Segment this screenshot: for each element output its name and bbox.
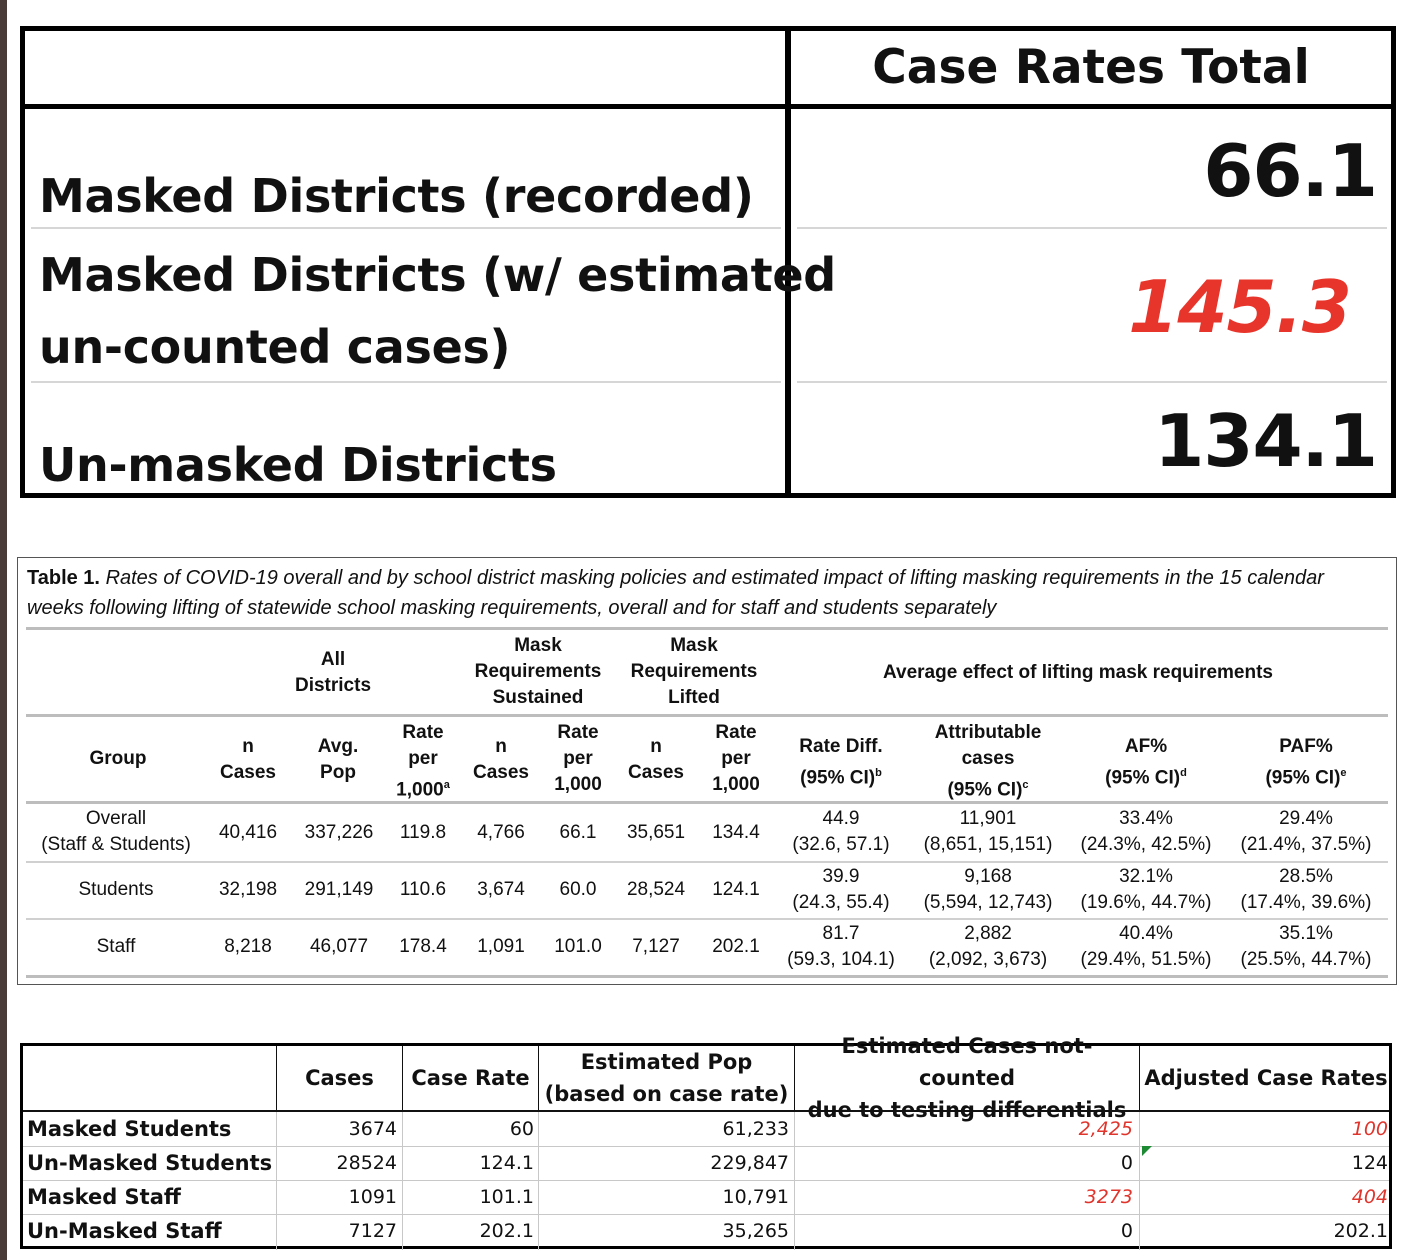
header-line: Avg.: [317, 736, 359, 757]
cell-line: 32.1%: [1119, 866, 1173, 887]
summary-row-divider: [797, 381, 1387, 383]
footnote-mark: a: [443, 779, 450, 791]
table-rule: [26, 627, 1388, 630]
footnote-mark: b: [875, 767, 882, 779]
table-cell: 7,127: [632, 936, 680, 957]
cell-line: 2,882: [964, 923, 1012, 944]
sheet-cell: 3674: [348, 1118, 397, 1140]
header-line: Lifted: [668, 687, 720, 708]
header-line: Attributable: [934, 722, 1042, 743]
table-cell: 101.0: [554, 936, 602, 957]
column-header-avg-pop: [298, 734, 378, 786]
cell-line: (2,092, 3,673): [928, 949, 1048, 970]
summary-label-unmasked: Un-masked Districts: [39, 438, 557, 492]
table-rule: [26, 801, 1388, 804]
table-cell: 35,651: [626, 822, 686, 843]
summary-value-masked-recorded: 66.1: [1203, 129, 1377, 213]
sheet-cell-estimated: 404: [1351, 1186, 1388, 1208]
cell-line: 81.7: [822, 923, 860, 944]
table-cell: [1231, 806, 1381, 858]
sheet-row-label: Masked Students: [27, 1117, 232, 1141]
group-header-lifted: [614, 633, 774, 711]
cell-line: (24.3%, 42.5%): [1080, 834, 1212, 855]
header-line: Rate Diff.: [799, 736, 883, 757]
sheet-cell: 10,791: [722, 1186, 789, 1208]
footnote-mark: c: [1022, 779, 1029, 791]
sheet-cell: 60: [509, 1118, 534, 1140]
footnote-mark: d: [1180, 767, 1187, 779]
comment-indicator-icon: [1142, 1146, 1152, 1156]
table-cell: 202.1: [712, 936, 760, 957]
table-cell: 110.6: [399, 879, 447, 900]
table-cell: 3,674: [477, 879, 525, 900]
header-line: [1236, 760, 1376, 791]
table-cell: [1231, 864, 1381, 916]
header-line: All: [320, 649, 346, 670]
summary-header: Case Rates Total: [872, 40, 1310, 95]
header-text: (95% CI): [800, 767, 876, 789]
summary-label-masked-estimated: un-counted cases): [39, 320, 511, 374]
sheet-cell: 0: [1120, 1152, 1133, 1174]
sheet-cell-estimated: 3273: [1084, 1186, 1133, 1208]
sheet-cell: 35,265: [722, 1220, 789, 1242]
column-header-rate-sustained: [538, 720, 618, 798]
sheet-cell-estimated: 2,425: [1078, 1118, 1133, 1140]
cell-line: (24.3, 55.4): [792, 892, 890, 913]
header-line: due to testing differentials: [807, 1098, 1127, 1122]
cell-line: Overall: [85, 808, 147, 829]
column-header-n-cases-sustained: [461, 734, 541, 786]
table-cell: 60.0: [559, 879, 597, 900]
sheet-header-case-rate: Case Rate: [411, 1066, 530, 1090]
table-cell: 8,218: [224, 936, 272, 957]
table-rule: [26, 861, 1388, 863]
cell-line: 11,901: [959, 808, 1017, 829]
sheet-row-label: Un-Masked Students: [27, 1151, 273, 1175]
header-line: PAF%: [1279, 736, 1333, 757]
group-header-all-districts: [273, 647, 393, 699]
adjusted-case-rates-sheet: [20, 1034, 1392, 1249]
header-line: [908, 772, 1068, 803]
sheet-cell: 7127: [348, 1220, 397, 1242]
sheet-cell: 124.1: [479, 1152, 534, 1174]
cell-line: (Staff & Students): [41, 834, 191, 855]
column-header-rate-diff: [778, 734, 904, 791]
sheet-cell: 1091: [348, 1186, 397, 1208]
table-caption-text: Rates of COVID-19 overall and by school district masking policies and estimated impact of lifting masking requirements in the 15 calendar weeks following lifting of statewide school masking requirements, overall and for staff and students separately: [27, 567, 1324, 619]
header-line: n: [650, 736, 662, 757]
column-header-n-cases-all: [208, 734, 288, 786]
table-cell: [908, 806, 1068, 858]
cell-line: 35.1%: [1279, 923, 1333, 944]
sheet-header-uncounted: [795, 1034, 1139, 1122]
header-line: [380, 772, 466, 803]
table-cell: [778, 864, 904, 916]
sheet-header-adjusted: Adjusted Case Rates: [1144, 1066, 1388, 1090]
column-header-rate-lifted: [696, 720, 776, 798]
header-line: n: [495, 736, 507, 757]
header-line: Rate: [402, 722, 444, 743]
cell-line: (21.4%, 37.5%): [1240, 834, 1372, 855]
header-line: per: [408, 748, 438, 769]
header-line: [1076, 760, 1216, 791]
header-line: Cases: [473, 762, 529, 783]
cell-line: (8,651, 15,151): [923, 834, 1053, 855]
table-cell: 291,149: [304, 879, 374, 900]
column-header-n-cases-lifted: [616, 734, 696, 786]
sheet-cell: 28524: [336, 1152, 397, 1174]
row-group-overall: [26, 806, 206, 858]
cell-line: 39.9: [822, 866, 860, 887]
sheet-cell: 202.1: [479, 1220, 534, 1242]
header-line: (based on case rate): [544, 1082, 789, 1106]
column-header-paf: [1236, 734, 1376, 791]
header-text: (95% CI): [947, 779, 1023, 801]
column-header-group: Group: [89, 748, 147, 769]
header-line: Rate: [715, 722, 757, 743]
table-caption: [27, 563, 1377, 623]
row-group-students: Students: [78, 879, 154, 900]
summary-value-masked-estimated: 145.3: [1128, 265, 1351, 349]
cell-line: 9,168: [964, 866, 1012, 887]
sheet-cell: 101.1: [479, 1186, 534, 1208]
header-text: (95% CI): [1265, 767, 1341, 789]
sheet-header-cases: Cases: [305, 1066, 374, 1090]
footnote-mark: e: [1340, 767, 1347, 779]
sheet-cell: 0: [1120, 1220, 1133, 1242]
column-header-rate-all: [380, 720, 466, 803]
table-cell: 40,416: [218, 822, 278, 843]
header-line: Mask: [670, 635, 718, 656]
cell-line: (5,594, 12,743): [923, 892, 1053, 913]
summary-value-unmasked: 134.1: [1154, 399, 1377, 483]
table-cell: [908, 921, 1068, 973]
sheet-cell: 229,847: [710, 1152, 789, 1174]
cell-line: (25.5%, 44.7%): [1240, 949, 1372, 970]
header-text: 1,000: [396, 779, 444, 801]
table-cell: 4,766: [477, 822, 525, 843]
header-line: Estimated Pop: [580, 1050, 753, 1074]
header-line: per: [721, 748, 751, 769]
sheet-row-label: Un-Masked Staff: [27, 1219, 222, 1243]
table-cell: 337,226: [304, 822, 374, 843]
header-line: AF%: [1124, 736, 1168, 757]
header-line: n: [242, 736, 254, 757]
header-line: Districts: [294, 675, 372, 696]
header-line: 1,000: [554, 774, 602, 795]
header-line: Requirements: [630, 661, 758, 682]
sheet-cell: 124: [1351, 1152, 1388, 1174]
header-line: cases: [961, 748, 1015, 769]
cell-line: 40.4%: [1119, 923, 1173, 944]
header-text: (95% CI): [1105, 767, 1181, 789]
table-rule: [26, 918, 1388, 920]
table-cell: 28,524: [626, 879, 686, 900]
table-cell: 124.1: [712, 879, 760, 900]
header-line: Sustained: [492, 687, 584, 708]
header-line: Mask: [514, 635, 562, 656]
row-group-staff: Staff: [96, 936, 136, 957]
case-rates-summary-table: [20, 26, 1396, 498]
header-line: Requirements: [474, 661, 602, 682]
table-cell: [778, 921, 904, 973]
table-cell: [1231, 921, 1381, 973]
table-cell: 1,091: [477, 936, 525, 957]
header-line: 1,000: [712, 774, 760, 795]
cell-line: 44.9: [822, 808, 860, 829]
cell-line: (17.4%, 39.6%): [1240, 892, 1372, 913]
summary-label-masked-estimated: Masked Districts (w/ estimated: [39, 248, 836, 302]
column-header-af: [1076, 734, 1216, 791]
sheet-header-estimated-pop: [539, 1046, 794, 1110]
header-line: per: [563, 748, 593, 769]
table-1: [17, 557, 1397, 985]
table-rule: [26, 975, 1388, 978]
header-line: Cases: [628, 762, 684, 783]
sheet-cell: 202.1: [1333, 1220, 1388, 1242]
table-cell: [778, 806, 904, 858]
table-cell: [1071, 864, 1221, 916]
table-cell: 32,198: [218, 879, 278, 900]
cell-line: (32.6, 57.1): [792, 834, 890, 855]
group-header-effect: Average effect of lifting mask requirements: [883, 662, 1273, 683]
group-header-sustained: [458, 633, 618, 711]
summary-row-divider: [797, 227, 1387, 229]
cell-line: 29.4%: [1279, 808, 1333, 829]
table-cell: 119.8: [399, 822, 447, 843]
header-line: Rate: [557, 722, 599, 743]
header-line: Pop: [320, 762, 356, 783]
table-cell: [1071, 921, 1221, 973]
sheet-cell-estimated: 100: [1351, 1118, 1388, 1140]
window-edge: [0, 0, 7, 1260]
table-cell: 66.1: [559, 822, 597, 843]
header-line: Cases: [220, 762, 276, 783]
table-cell: [1071, 806, 1221, 858]
cell-line: 33.4%: [1119, 808, 1173, 829]
table-cell: 46,077: [309, 936, 369, 957]
table-caption-title: Table 1.: [27, 567, 100, 589]
sheet-cell: 61,233: [722, 1118, 789, 1140]
summary-header-divider: [25, 104, 1391, 109]
table-cell: [908, 864, 1068, 916]
header-line: [778, 760, 904, 791]
cell-line: (29.4%, 51.5%): [1080, 949, 1212, 970]
sheet-row-label: Masked Staff: [27, 1185, 181, 1209]
table-rule: [26, 714, 1388, 717]
summary-label-masked-recorded: Masked Districts (recorded): [39, 169, 754, 223]
cell-line: 28.5%: [1279, 866, 1333, 887]
header-line: Estimated Cases not-counted: [841, 1034, 1093, 1090]
cell-line: (19.6%, 44.7%): [1080, 892, 1212, 913]
table-cell: 178.4: [399, 936, 447, 957]
table-cell: 134.4: [712, 822, 760, 843]
cell-line: (59.3, 104.1): [787, 949, 895, 970]
column-header-attributable: [908, 720, 1068, 803]
